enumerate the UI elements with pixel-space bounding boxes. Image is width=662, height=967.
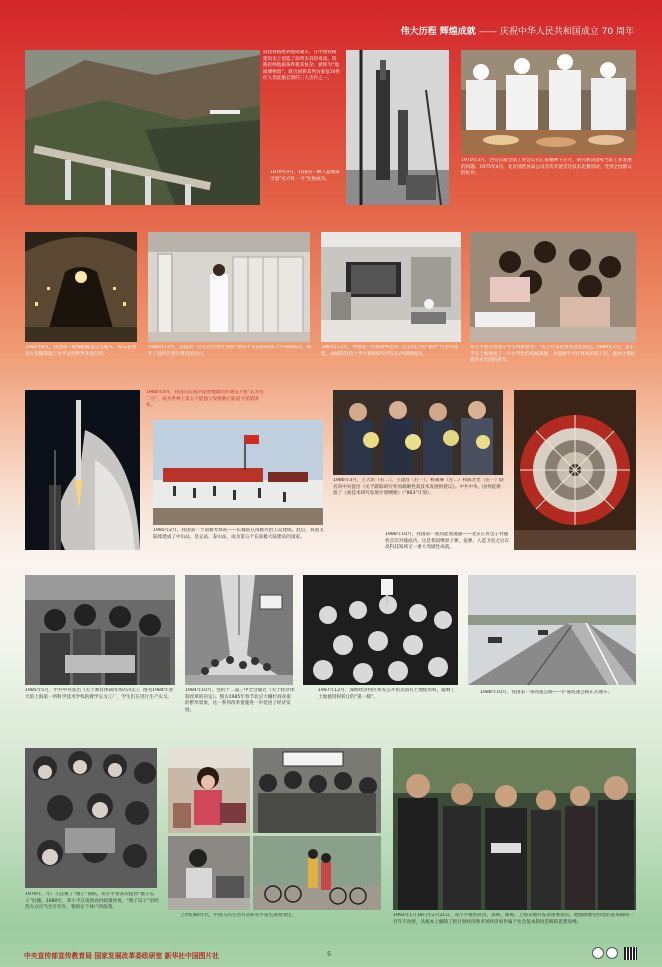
- footer-logos: [592, 947, 638, 960]
- photo-collider: [514, 390, 636, 550]
- photo-highway: [468, 575, 636, 685]
- publisher-logo-icon: [606, 947, 618, 959]
- caption-rocket: 1984年4月，我国首次成功发射地球同步通信卫星“东方红二号”，成为世界上第五个能独立发射静止轨道卫星的国家。: [146, 390, 265, 408]
- photo-antarctic-station: [153, 420, 323, 525]
- qr-code-icon: [624, 947, 637, 960]
- photo-tunnel: [25, 232, 137, 342]
- photo-scientists: [333, 390, 503, 475]
- caption-antarctic: 1985年2月，我国第一个南极考察站——长城站在南极乔治王岛建成。此后，我国又陆续建成了中山站、昆仑站、泰山站，成为第五个在南极大陆建站的国家。: [153, 528, 324, 540]
- header-sub: —— 庆祝中华人民共和国成立 70 周年: [478, 27, 634, 37]
- caption-factory: 1985年5月，中共中央发出《关于教育体制改革的决定》。图为1984年春天的上海第一所科学技术学校的教学实习工厂，学生们在进行生产实习。: [25, 688, 174, 700]
- photo-lifestyle-shopping: [168, 748, 250, 833]
- caption-highway: 1988年10月，我国第一条高速公路——沪嘉高速公路正式通车。: [480, 690, 613, 695]
- caption-crowd: 1987年12月，深圳经济特区率先公开拍卖国有土地使用权，敲响了土地使用权转让的“第一槌”。: [318, 688, 455, 700]
- caption-cooks: 1970年3月，西安首届全国工业会议在汇报精神下召开，研究解决国家当前工业发展的问题。1975年4月，北京国营食品公司首次开展烹饪技术比赛活动，受到全国群众的好评。: [461, 158, 632, 176]
- photo-cooks: [461, 50, 636, 155]
- photo-computer-room: [148, 232, 310, 342]
- photo-lifestyle-cooking: [168, 836, 250, 910]
- publisher-logo-icon: [592, 947, 604, 959]
- caption-market: 1984年10月，党的十二届三中全会通过《关于经济体制改革的决定》。图为1985年春节北京大栅栏商业街的繁华景象，这一系列改革措施进一步促进了经济发展。: [185, 688, 295, 713]
- footer-page-number: 5: [327, 950, 332, 958]
- caption-computer-room: 1983年12月，我国第一台亿次巨型计算机“银河-I”在国防科技大学研制成功，填补了国内巨型计算机的空白。: [148, 345, 312, 357]
- caption-jeans: 1979年，年广久注册了“傻子”商标。邓小平曾多次提到“傻子瓜子”问题。1980年，邓小平在谈到农村政策时说，“傻子瓜子”的经营方式应当允许存在，要稳定个体户的政策。: [25, 892, 159, 910]
- photo-deng-inspection: [393, 748, 636, 910]
- photo-market-street: [185, 575, 293, 685]
- caption-tunnel: 1982年8月，我国第一座海底隧道正式通车，标志着我国大型隧道施工水平达到世界先进行列。: [25, 345, 137, 357]
- header-main: 伟大历程 辉煌成就: [400, 27, 476, 37]
- photo-factory-students: [25, 575, 175, 685]
- photo-lifestyle-bicycles: [253, 836, 381, 910]
- photo-chengkun-railway: [25, 50, 260, 205]
- photo-crowd-celebration: [303, 575, 458, 685]
- caption-deng: 1992年1月18日至2月21日，邓小平视察武昌、深圳、珠海、上海等地并发表重要谈话。他强调要坚持党的基本路线一百年不动摇，从根本上解除了把计划经济和市场经济看作属于社会基本制度范畴的思想束缚。: [393, 913, 634, 925]
- caption-chengkun-top: 成昆铁路胜利建成通车，在中国铁路建设史上创造了前所未有的奇迹。铁路沿线地质条件极其复杂，被称为“地质博物馆”，联合国将其列为象征20世纪人类征服自然的三大杰作之一。: [263, 50, 341, 81]
- caption-scientists: 1986年3月，王大珩（右二）、王淦昌（右一）、杨嘉墀（左二）和陈芳允（左一）联名向中央提出《关于跟踪研究外国战略性高技术发展的建议》。中共中央、国务院批准了《高技术研究发展计划纲要》（“863”计划）。: [333, 478, 504, 496]
- caption-collider: 1988年10月，我国第一座高能加速器——北京正负电子对撞机首次对撞成功。这是我国继原子弹、氢弹、人造卫星之后在高科技领域又一重大突破性成就。: [385, 532, 510, 550]
- photo-children: [470, 232, 636, 342]
- photo-computer-lab: [321, 232, 461, 342]
- photo-rocket-launch: [25, 390, 140, 550]
- photo-satellite-launch: [346, 50, 449, 205]
- photo-lifestyle-street: [253, 748, 381, 833]
- footer-publishers: 中央宣传部宣传教育局 国家发展改革委政研室 新华社中国图片社: [24, 952, 220, 960]
- caption-lifestyle: 上世纪80年代，中国人的生活方式和水平发生深刻变化。: [180, 913, 297, 918]
- photo-jeans-crowd: [25, 748, 157, 888]
- caption-satellite: 1970年4月，我国第一颗人造地球卫星“东方红一号”发射成功。: [270, 170, 340, 182]
- header-title: [401, 24, 634, 37]
- caption-computer-lab: 1983年12月，中国第一台每秒钟运算一亿次以上的“银河”巨型计算机，由国防科技大学计算机研究所在长沙研制成功。: [321, 345, 459, 357]
- caption-children: 邓小平曾在看望小学生时称赞说：“电子计算机要从娃娃抓起。”1984年2月，邓小平在上海观看了一个小学生的电脑表演，并鼓励学习计算机的孩子们，推动计算机教育在全国的普及。: [470, 345, 636, 363]
